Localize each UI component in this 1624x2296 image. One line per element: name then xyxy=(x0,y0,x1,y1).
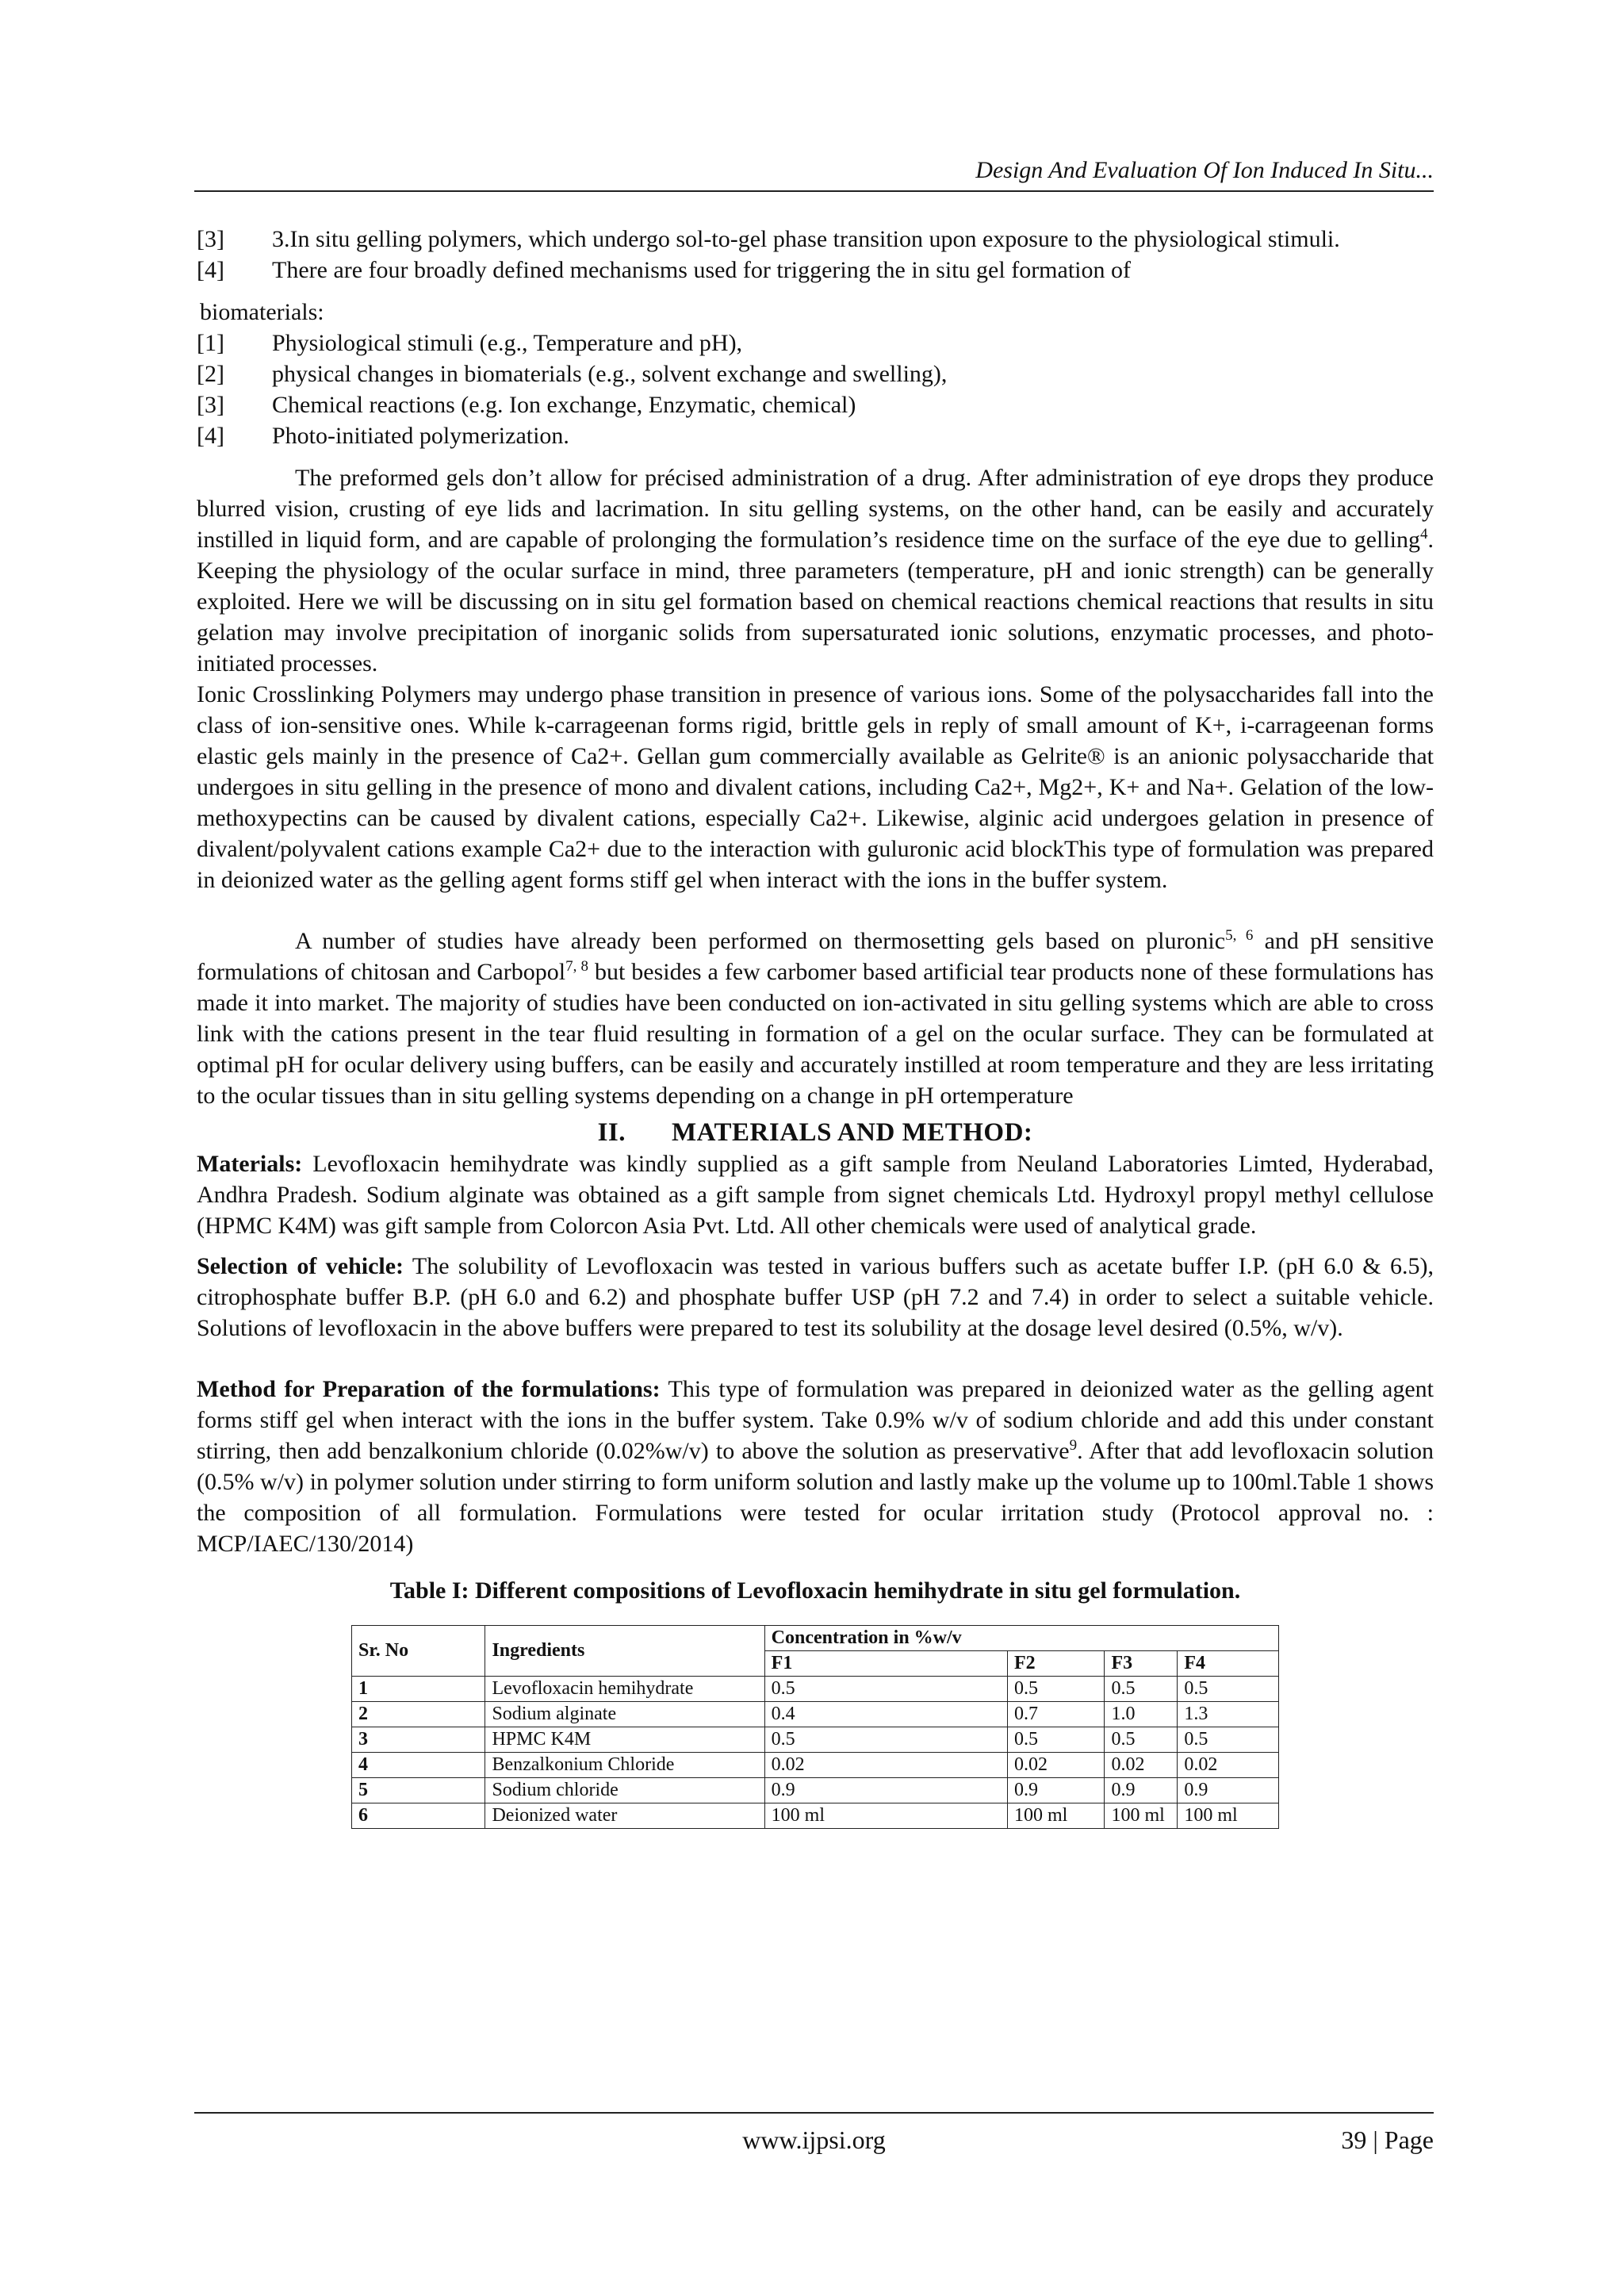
column-header-sr-no: Sr. No xyxy=(352,1626,485,1677)
running-header-title: Design And Evaluation Of Ion Induced In Situ... xyxy=(975,157,1434,183)
paragraph-method: Method for Preparation of the formulations: This type of formulation was prepared in deionized water as the gelling agent forms stiff gel when interact with the ions in the buffer system. Take 0.9% w/v of sodium chloride and add this under constant stirring, then add benzalkonium chloride (0.02%w/v) to above the solution as preservative$^9$. After that add levofloxacin solution (0.5% w/v) in polymer solution under stirring to form uniform solution and lastly make up the volume up to 100ml.Table 1 shows the composition of all formulation. Formulations were tested for ocular irritation study (Protocol approval no. : MCP/IAEC/130/2014) xyxy=(197,1376,1434,1557)
column-header-ingredients: Ingredients xyxy=(485,1626,764,1677)
column-header-concentration: Concentration in %w/v xyxy=(764,1626,1278,1651)
cell-value: 0.9 xyxy=(1105,1778,1178,1803)
list-item xyxy=(197,328,1434,358)
section-number: II. xyxy=(597,1118,626,1147)
list-item-number: [3] xyxy=(197,226,224,252)
run-in-heading: Method for Preparation of the formulations: xyxy=(197,1376,661,1402)
page-body xyxy=(197,224,1434,1829)
list-item-number: [3] xyxy=(197,392,224,418)
cell-sr-no: 6 xyxy=(352,1803,485,1829)
run-in-heading: Materials: xyxy=(197,1151,303,1177)
column-header-formulation: F3 xyxy=(1105,1651,1178,1677)
list-item-number: [1] xyxy=(197,330,224,356)
cell-value: 100 ml xyxy=(1007,1803,1105,1829)
footer-rule xyxy=(194,2112,1434,2114)
table-row xyxy=(352,1702,1279,1727)
paragraph-prior-studies: A number of studies have already been performed on thermosetting gels based on pluronic$^{5, 6}$ and pH sensitive formulations of chitosan and Carbopol$^{7, 8}$ but besides a few carbomer based artificial tear products none of these formulations has made it into market. The majority of studies have been conducted on ion-activated in situ gelling systems which are able to cross link with the cations present in the tear fluid resulting in formation of a gel on the ocular surface. They can be formulated at optimal pH for ocular delivery using buffers, can be easily and accurately instilled at room temperature and they are less irritating to the ocular tissues than in situ gelling systems depending on a change in pH ortemperature xyxy=(197,927,1434,1109)
list-item-text: 3.In situ gelling polymers, which undergo sol-to-gel phase transition upon exposure to the physiological stimuli. xyxy=(272,226,1340,252)
reference-superscript: 5, 6 xyxy=(1225,927,1254,944)
table-row xyxy=(352,1803,1279,1829)
cell-ingredient: Deionized water xyxy=(485,1803,764,1829)
cell-value: 0.9 xyxy=(1178,1778,1279,1803)
cell-sr-no: 5 xyxy=(352,1778,485,1803)
paragraph-ionic-crosslinking: Ionic Crosslinking Polymers may undergo phase transition in presence of various ions. Some of the polysaccharides fall into the class of ion-sensitive ones. While k-carrageenan forms rigid, brittle gels in reply of small amount of K+, i-carrageenan forms elastic gels mainly in the presence of Ca2+. Gellan gum commercially available as Gelrite® is an anionic polysaccharide that undergoes in situ gelling in the presence of mono and divalent cations, including Ca2+, Mg2+, K+ and Na+. Gelation of the low-methoxypectins can be caused by divalent cations, especially Ca2+. Likewise, alginic acid undergoes gelation in presence of divalent/polyvalent cations example Ca2+ due to the interaction with guluronic acid blockThis type of formulation was prepared in deionized water as the gelling agent forms stiff gel when interact with the ions in the buffer system. xyxy=(197,681,1434,893)
run-in-heading: Selection of vehicle: xyxy=(197,1253,404,1279)
list-item xyxy=(197,389,1434,420)
cell-value: 0.9 xyxy=(1007,1778,1105,1803)
cell-value: 0.5 xyxy=(764,1727,1007,1753)
table-row xyxy=(352,1677,1279,1702)
cell-value: 0.02 xyxy=(1178,1753,1279,1778)
table-row xyxy=(352,1727,1279,1753)
page-number: 39 | Page xyxy=(1341,2125,1434,2154)
list-b-lead: biomaterials: xyxy=(200,299,324,325)
list-item-text: There are four broadly defined mechanisms used for triggering the in situ gel formation of xyxy=(272,257,1131,283)
cell-value: 0.5 xyxy=(1178,1727,1279,1753)
cell-value: 0.9 xyxy=(764,1778,1007,1803)
cell-ingredient: Levofloxacin hemihydrate xyxy=(485,1677,764,1702)
cell-value: 0.5 xyxy=(1178,1677,1279,1702)
reference-superscript: 9 xyxy=(1069,1437,1078,1454)
cell-value: 0.5 xyxy=(1105,1727,1178,1753)
journal-website: www.ijpsi.org xyxy=(742,2125,886,2154)
list-item-text: Chemical reactions (e.g. Ion exchange, Enzymatic, chemical) xyxy=(272,392,856,418)
reference-superscript: 4 xyxy=(1420,526,1428,542)
cell-sr-no: 2 xyxy=(352,1702,485,1727)
list-item-number: [4] xyxy=(197,257,224,283)
list-item-text: Physiological stimuli (e.g., Temperature and pH), xyxy=(272,330,743,356)
list-item-number: [4] xyxy=(197,423,224,449)
paragraph-materials: Materials: Levofloxacin hemihydrate was kindly supplied as a gift sample from Neuland Laboratories Limted, Hyderabad, Andhra Pradesh. Sodium alginate was obtained as a gift sample from signet chemicals Ltd. Hydroxyl propyl methyl cellulose (HPMC K4M) was gift sample from Colorcon Asia Pvt. Ltd. All other chemicals were used of analytical grade. xyxy=(197,1151,1434,1239)
cell-value: 1.0 xyxy=(1105,1702,1178,1727)
header-rule xyxy=(194,190,1434,192)
cell-value: 0.02 xyxy=(1105,1753,1178,1778)
list-item xyxy=(197,420,1434,451)
cell-value: 0.02 xyxy=(1007,1753,1105,1778)
column-header-formulation: F2 xyxy=(1007,1651,1105,1677)
cell-value: 0.7 xyxy=(1007,1702,1105,1727)
cell-ingredient: Sodium alginate xyxy=(485,1702,764,1727)
section-title: MATERIALS AND METHOD: xyxy=(672,1118,1033,1147)
list-item-text: Photo-initiated polymerization. xyxy=(272,423,569,449)
cell-value: 0.02 xyxy=(764,1753,1007,1778)
list-item-number: [2] xyxy=(197,361,224,387)
cell-ingredient: Sodium chloride xyxy=(485,1778,764,1803)
table-caption: Table I: Different compositions of Levofloxacin hemihydrate in situ gel formulation. xyxy=(389,1577,1241,1604)
cell-value: 0.5 xyxy=(1007,1727,1105,1753)
composition-table xyxy=(351,1625,1279,1829)
table-row xyxy=(352,1778,1279,1803)
list-b xyxy=(197,328,1434,451)
table-header-row xyxy=(352,1626,1279,1651)
cell-value: 100 ml xyxy=(1178,1803,1279,1829)
reference-superscript: 7, 8 xyxy=(565,958,589,975)
cell-sr-no: 1 xyxy=(352,1677,485,1702)
column-header-formulation: F4 xyxy=(1178,1651,1279,1677)
list-item-text: physical changes in biomaterials (e.g., solvent exchange and swelling), xyxy=(272,361,948,387)
cell-value: 0.5 xyxy=(764,1677,1007,1702)
cell-value: 0.5 xyxy=(1007,1677,1105,1702)
cell-value: 1.3 xyxy=(1178,1702,1279,1727)
cell-value: 0.4 xyxy=(764,1702,1007,1727)
cell-sr-no: 3 xyxy=(352,1727,485,1753)
cell-sr-no: 4 xyxy=(352,1753,485,1778)
paragraph-vehicle: Selection of vehicle: The solubility of Levofloxacin was tested in various buffers such as acetate buffer I.P. (pH 6.0 & 6.5), citrophosphate buffer B.P. (pH 6.0 and 6.2) and phosphate buffer USP (pH 7.2 and 7.4) in order to select a suitable vehicle. Solutions of levofloxacin in the above buffers were prepared to test its solubility at the dosage level desired (0.5%, w/v). xyxy=(197,1253,1434,1341)
list-item xyxy=(197,224,1434,255)
cell-ingredient: Benzalkonium Chloride xyxy=(485,1753,764,1778)
cell-ingredient: HPMC K4M xyxy=(485,1727,764,1753)
list-a xyxy=(197,224,1434,286)
cell-value: 0.5 xyxy=(1105,1677,1178,1702)
cell-value: 100 ml xyxy=(764,1803,1007,1829)
paragraph-intro: The preformed gels don’t allow for précised administration of a drug. After administration of eye drops they produce blurred vision, crusting of eye lids and lacrimation. In situ gelling systems, on the other hand, can be easily and accurately instilled in liquid form, and are capable of prolonging the formulation’s residence time on the surface of the eye due to gelling$^4$. Keeping the physiology of the ocular surface in mind, three parameters (temperature, pH and ionic strength) can be generally exploited. Here we will be discussing on in situ gel formation based on chemical reactions chemical reactions that results in situ gelation may involve precipitation of inorganic solids from supersaturated ionic solutions, enzymatic processes, and photo-initiated processes. xyxy=(197,465,1434,677)
column-header-formulation: F1 xyxy=(764,1651,1007,1677)
list-item xyxy=(197,255,1434,286)
table-row xyxy=(352,1753,1279,1778)
section-heading xyxy=(197,1117,1434,1148)
cell-value: 100 ml xyxy=(1105,1803,1178,1829)
list-item xyxy=(197,358,1434,389)
